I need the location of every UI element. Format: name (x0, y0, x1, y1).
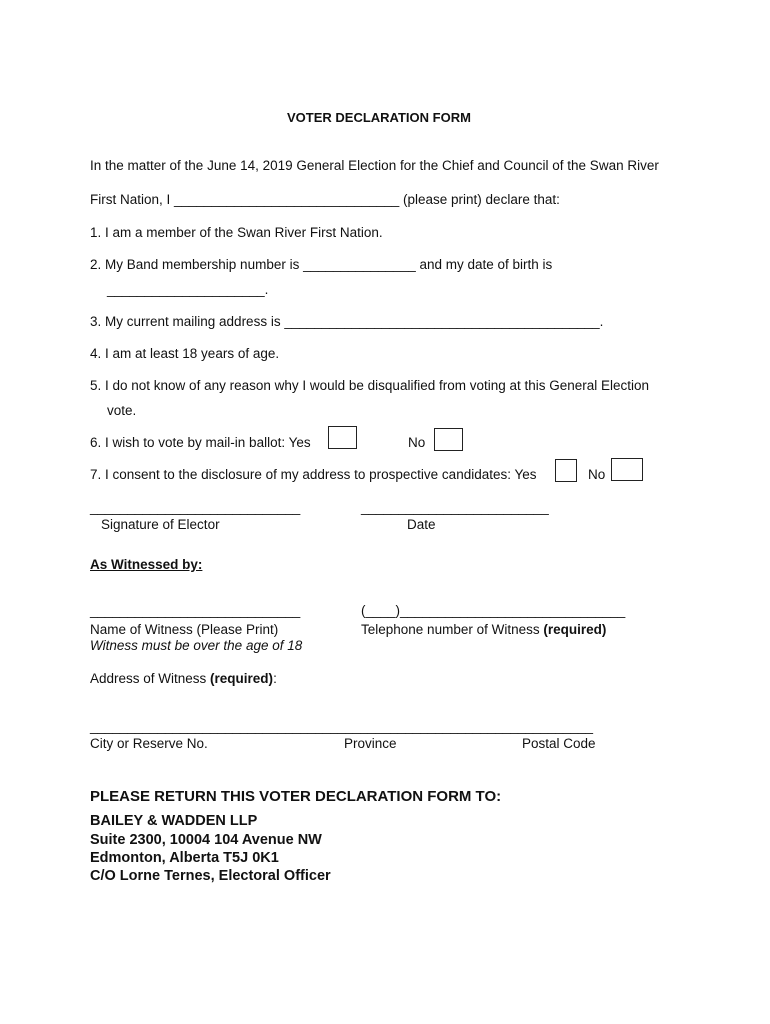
witness-phone-required: (required) (543, 622, 607, 637)
witness-address-label (90, 671, 277, 686)
declaration-item-2: 2. My Band membership number is _______________ and my date of birth is (90, 257, 553, 272)
witness-name-line[interactable]: ____________________________ (90, 603, 301, 618)
date-label: Date (407, 517, 436, 532)
signature-line[interactable]: ____________________________ (90, 500, 301, 515)
mail-in-yes-checkbox[interactable] (328, 426, 357, 449)
witness-name-label: Name of Witness (Please Print) (90, 622, 279, 637)
intro-line-1: In the matter of the June 14, 2019 General Election for the Chief and Council of the Swan River (90, 158, 659, 173)
return-address-line-1: Suite 2300, 10004 104 Avenue NW (90, 832, 322, 848)
address-consent-question: 7. I consent to the disclosure of my address to prospective candidates: Yes (90, 467, 537, 482)
witness-age-note: Witness must be over the age of 18 (90, 638, 303, 653)
declaration-item-4: 4. I am at least 18 years of age. (90, 346, 280, 361)
witness-address-required: (required) (210, 671, 274, 686)
form-title: VOTER DECLARATION FORM (287, 110, 471, 125)
witnessed-by-heading: As Witnessed by: (90, 557, 203, 572)
consent-no-checkbox[interactable] (611, 458, 643, 481)
return-heading: PLEASE RETURN THIS VOTER DECLARATION FORM TO: (90, 788, 502, 805)
return-address-line-2: Edmonton, Alberta T5J 0K1 (90, 850, 279, 866)
witness-address-line[interactable]: ___________________________________________________________________ (90, 719, 594, 734)
mail-in-no-checkbox[interactable] (434, 428, 463, 451)
consent-yes-checkbox[interactable] (555, 459, 577, 482)
witness-phone-label-text: Telephone number of Witness (361, 622, 544, 637)
mail-in-no-label: No (408, 435, 426, 450)
province-label: Province (344, 736, 397, 751)
postal-code-label: Postal Code (522, 736, 596, 751)
firm-name: BAILEY & WADDEN LLP (90, 813, 258, 829)
consent-no-label: No (588, 467, 606, 482)
signature-label: Signature of Elector (101, 517, 220, 532)
declaration-item-5-continued: vote. (107, 403, 137, 418)
declaration-item-2-continued: _____________________. (107, 282, 269, 297)
declaration-item-1: 1. I am a member of the Swan River First Nation. (90, 225, 383, 240)
return-address-line-3: C/O Lorne Ternes, Electoral Officer (90, 868, 331, 884)
witness-phone-label (361, 622, 606, 637)
witness-address-label-text: Address of Witness (90, 671, 211, 686)
declaration-item-5: 5. I do not know of any reason why I would be disqualified from voting at this General Election (90, 378, 650, 393)
witness-address-colon: : (273, 671, 277, 686)
declaration-item-3: 3. My current mailing address is __________________________________________. (90, 314, 604, 329)
witness-phone-line[interactable]: (____)______________________________ (361, 603, 626, 618)
date-line[interactable]: _________________________ (361, 500, 549, 515)
city-label: City or Reserve No. (90, 736, 208, 751)
mail-in-ballot-question: 6. I wish to vote by mail-in ballot: Yes (90, 435, 311, 450)
intro-line-2: First Nation, I ______________________________ (please print) declare that: (90, 192, 560, 207)
